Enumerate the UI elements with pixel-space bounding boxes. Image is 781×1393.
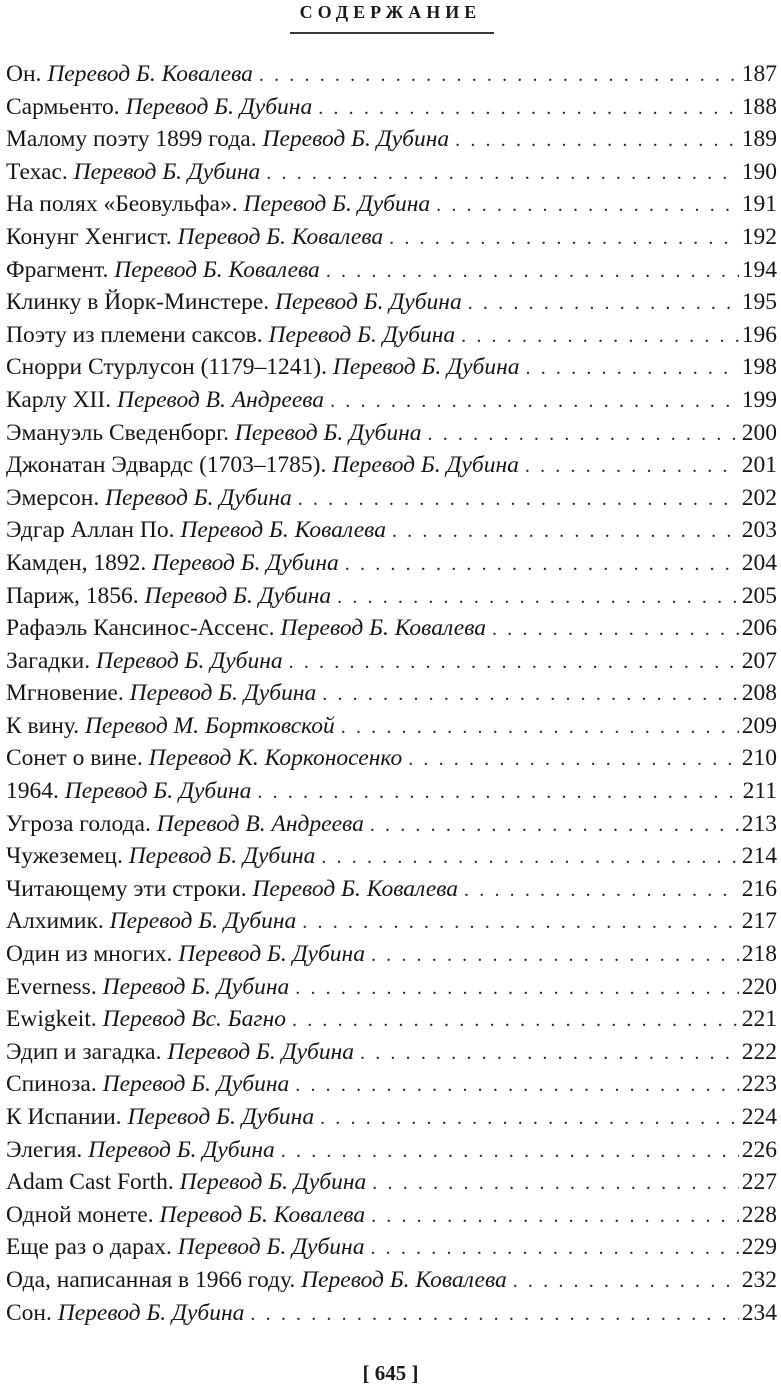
dot-leader xyxy=(259,59,739,91)
toc-entry-text xyxy=(6,710,335,743)
toc-entry-translator: Перевод Б. Дубина xyxy=(125,93,313,120)
dot-leader xyxy=(370,809,739,841)
toc-entry-translator: Перевод Б. Дубина xyxy=(105,484,292,511)
toc-entry-title: Техас. xyxy=(6,158,68,185)
toc-entry xyxy=(6,319,777,352)
toc-entry-page: 209 xyxy=(741,712,777,739)
toc-entry-page: 234 xyxy=(741,1299,777,1326)
toc-entry-text xyxy=(6,254,320,287)
toc-entry xyxy=(6,1003,777,1036)
toc-entry-page: 206 xyxy=(741,615,777,642)
toc-entry-title: 1964. xyxy=(6,778,59,805)
toc-entry xyxy=(6,449,777,482)
dot-leader xyxy=(337,581,739,613)
toc-entry xyxy=(6,938,777,971)
toc-entry-title: Карлу XII. xyxy=(6,386,112,413)
dot-leader xyxy=(250,1298,738,1330)
dot-leader xyxy=(370,1232,738,1264)
toc-entry xyxy=(6,351,777,384)
toc-entry-translator: Перевод Б. Ковалева xyxy=(177,223,384,250)
toc-entry-text xyxy=(6,645,283,678)
toc-entry-title: Одной монете. xyxy=(6,1201,154,1228)
toc-entry-text xyxy=(6,1297,244,1330)
toc-entry xyxy=(6,1036,777,1069)
toc-entry-text xyxy=(6,514,386,547)
toc-entry xyxy=(6,254,777,287)
toc-entry-page: 188 xyxy=(741,93,777,120)
toc-entry-translator: Перевод Б. Дубина xyxy=(234,419,422,446)
dot-leader xyxy=(289,646,739,678)
toc-entry-title: Угроза голода. xyxy=(6,810,151,837)
toc-entry-text xyxy=(6,580,331,613)
toc-entry-title: Один из многих. xyxy=(6,941,173,968)
dot-leader xyxy=(360,1037,739,1069)
toc-entry-text xyxy=(6,417,422,450)
toc-entry-page: 227 xyxy=(741,1169,777,1196)
toc-entry xyxy=(6,514,777,547)
toc-entry-translator: Перевод Б. Дубина xyxy=(102,1071,290,1098)
toc-entry xyxy=(6,971,777,1004)
toc-entry-title: Ода, написанная в 1966 году. xyxy=(6,1266,296,1293)
toc-entry-translator: Перевод М. Бортковской xyxy=(84,712,335,739)
toc-entry-page: 229 xyxy=(741,1234,777,1261)
dot-leader xyxy=(408,743,739,775)
toc-entry xyxy=(6,188,777,221)
toc-entry-page: 191 xyxy=(741,191,777,218)
toc-entry-title: Элегия. xyxy=(6,1136,83,1163)
toc-entry-text xyxy=(6,91,312,124)
toc-entry-title: Adam Cast Forth. xyxy=(6,1169,174,1196)
toc-entry-text xyxy=(6,840,315,873)
toc-entry-title: Рафаэль Кансинос-Ассенс. xyxy=(6,615,275,642)
page-title: СОДЕРЖАНИЕ xyxy=(299,2,482,22)
toc-entry-page: 194 xyxy=(741,256,777,283)
dot-leader xyxy=(389,222,739,254)
toc-entry-page: 211 xyxy=(742,778,777,805)
dot-leader xyxy=(257,776,739,808)
toc-entry xyxy=(6,91,777,124)
toc-entry-title: Спиноза. xyxy=(6,1071,97,1098)
toc-entry-translator: Перевод Б. Дубина xyxy=(167,1038,355,1065)
toc-entry-text xyxy=(6,188,430,221)
dot-leader xyxy=(326,255,739,287)
toc-entry-text xyxy=(6,873,458,906)
toc-entry-page: 201 xyxy=(741,452,777,479)
toc-entry-text xyxy=(6,612,486,645)
toc-entry-title: Эдип и загадка. xyxy=(6,1038,162,1065)
toc-entry xyxy=(6,1068,777,1101)
toc-entry-translator: Перевод Б. Ковалева xyxy=(47,61,253,87)
dot-leader xyxy=(468,287,739,319)
dot-leader xyxy=(526,352,739,384)
dot-leader xyxy=(322,678,739,710)
dot-leader xyxy=(428,418,739,450)
toc-entry-title: К вину. xyxy=(6,712,80,739)
toc-entry-text xyxy=(6,351,520,384)
toc-entry xyxy=(6,808,777,841)
toc-entry xyxy=(6,645,777,678)
toc-entry xyxy=(6,384,777,417)
toc-entry-title: Читающему эти строки. xyxy=(6,875,247,902)
toc-entry-text xyxy=(6,286,462,319)
toc-entry xyxy=(6,1297,777,1330)
toc-entry-translator: Перевод Б. Дубина xyxy=(178,941,365,968)
toc-entry-translator: Перевод Б. Ковалева xyxy=(114,256,320,283)
toc-entry xyxy=(6,221,777,254)
toc-entry-translator: Перевод К. Корконосенко xyxy=(148,745,403,772)
toc-entry-translator: Перевод Б. Ковалева xyxy=(252,875,459,902)
dot-leader xyxy=(298,483,739,515)
toc-entry xyxy=(6,710,777,743)
table-of-contents xyxy=(6,58,777,1329)
dot-leader xyxy=(266,157,738,189)
dot-leader xyxy=(513,1265,739,1297)
toc-entry-page: 207 xyxy=(741,647,777,674)
toc-entry xyxy=(6,417,777,450)
toc-entry xyxy=(6,1101,777,1134)
toc-entry-translator: Перевод Б. Дубина xyxy=(57,1299,245,1326)
toc-entry-page: 196 xyxy=(741,321,777,348)
toc-entry-title: Эмерсон. xyxy=(6,484,100,511)
toc-entry-page: 189 xyxy=(741,126,777,153)
toc-entry-translator: Перевод Б. Дубина xyxy=(127,1104,315,1130)
toc-entry-page: 216 xyxy=(741,875,777,902)
toc-entry-text xyxy=(6,775,251,808)
toc-entry xyxy=(6,1134,777,1167)
dot-leader xyxy=(464,874,739,906)
toc-entry-title: Сонет о вине. xyxy=(6,745,143,772)
toc-entry-text xyxy=(6,123,449,156)
toc-entry-translator: Перевод Б. Ковалева xyxy=(180,517,386,544)
toc-entry-title: Снорри Стурлусон (1179–1241). xyxy=(6,354,327,381)
toc-entry-text xyxy=(6,319,455,352)
toc-entry-translator: Перевод Б. Дубина xyxy=(332,354,520,381)
toc-entry-translator: Перевод Б. Дубина xyxy=(64,778,252,805)
toc-entry-page: 208 xyxy=(741,680,777,707)
page-number: [ 645 ] xyxy=(362,1361,419,1385)
dot-leader xyxy=(492,613,739,645)
toc-entry xyxy=(6,1199,777,1232)
toc-entry-text xyxy=(6,58,253,91)
toc-entry-title: Ewigkeit. xyxy=(6,1006,97,1033)
toc-entry xyxy=(6,1166,777,1199)
dot-leader xyxy=(392,515,739,547)
toc-entry xyxy=(6,1231,777,1264)
toc-entry-translator: Перевод Б. Дубина xyxy=(95,647,283,674)
toc-entry-translator: Перевод Вс. Багно xyxy=(102,1006,286,1033)
toc-entry-title: Поэту из племени саксов. xyxy=(6,321,263,348)
toc-entry-translator: Перевод Б. Дубина xyxy=(152,549,339,576)
toc-entry-text xyxy=(6,742,402,775)
toc-entry-translator: Перевод В. Андреева xyxy=(116,386,325,413)
toc-entry-title: Джонатан Эдвардс (1703–1785). xyxy=(6,452,327,479)
toc-entry-translator: Перевод Б. Дубина xyxy=(109,908,297,935)
toc-entry-text xyxy=(6,1231,364,1264)
dot-leader xyxy=(320,1102,739,1134)
toc-entry xyxy=(6,580,777,613)
toc-entry-page: 199 xyxy=(741,386,777,413)
toc-entry-title: Париж, 1856. xyxy=(6,582,139,609)
toc-entry-text xyxy=(6,384,324,417)
toc-entry-page: 214 xyxy=(741,843,777,870)
toc-entry xyxy=(6,286,777,319)
toc-entry-translator: Перевод Б. Ковалева xyxy=(280,615,486,642)
dot-leader xyxy=(321,841,738,873)
dot-leader xyxy=(341,711,739,743)
title-underline xyxy=(290,32,494,34)
toc-entry-text xyxy=(6,1134,275,1167)
toc-entry-text xyxy=(6,221,383,254)
toc-entry xyxy=(6,905,777,938)
toc-entry-title: Эмануэль Сведенборг. xyxy=(6,419,229,446)
toc-entry-translator: Перевод Б. Ковалева xyxy=(159,1201,366,1228)
toc-entry-text xyxy=(6,1166,366,1199)
toc-entry-page: 187 xyxy=(741,61,777,87)
toc-entry xyxy=(6,873,777,906)
toc-entry-page: 228 xyxy=(741,1201,777,1228)
toc-entry-title: На полях «Беовульфа». xyxy=(6,191,238,218)
toc-entry-translator: Перевод Б. Дубина xyxy=(129,680,317,707)
toc-entry-translator: Перевод Б. Дубина xyxy=(128,843,316,870)
toc-entry xyxy=(6,123,777,156)
toc-entry-page: 232 xyxy=(741,1266,777,1293)
dot-leader xyxy=(330,385,739,417)
toc-entry xyxy=(6,58,777,91)
toc-entry xyxy=(6,1264,777,1297)
toc-entry-title: Сармьенто. xyxy=(6,93,120,120)
toc-entry-translator: Перевод Б. Дубина xyxy=(179,1169,367,1196)
toc-entry-title: Сон. xyxy=(6,1299,52,1326)
toc-entry-translator: Перевод В. Андреева xyxy=(156,810,364,837)
dot-leader xyxy=(525,450,739,482)
dot-leader xyxy=(371,939,739,971)
toc-entry xyxy=(6,677,777,710)
dot-leader xyxy=(371,1200,739,1232)
dot-leader xyxy=(461,320,739,352)
toc-entry-text xyxy=(6,938,365,971)
toc-entry xyxy=(6,612,777,645)
dot-leader xyxy=(302,906,738,938)
toc-entry-text xyxy=(6,449,519,482)
dot-leader xyxy=(292,1004,739,1036)
toc-entry-translator: Перевод Б. Дубина xyxy=(177,1234,365,1261)
toc-entry-title: Мгновение. xyxy=(6,680,124,707)
toc-entry-page: 222 xyxy=(741,1038,777,1065)
toc-entry-text xyxy=(6,971,289,1004)
toc-entry-title: Эдгар Аллан По. xyxy=(6,517,175,544)
toc-entry-title: Он. xyxy=(6,61,42,87)
toc-entry-title: Конунг Хенгист. xyxy=(6,223,172,250)
toc-entry-page: 221 xyxy=(741,1006,777,1033)
toc-entry-page: 204 xyxy=(741,549,777,576)
toc-entry-page: 192 xyxy=(741,223,777,250)
toc-entry-page: 213 xyxy=(741,810,777,837)
toc-entry xyxy=(6,547,777,580)
dot-leader xyxy=(295,972,739,1004)
toc-entry-page: 210 xyxy=(741,745,777,772)
toc-entry-title: Фрагмент. xyxy=(6,256,109,283)
toc-entry-translator: Перевод Б. Дубина xyxy=(332,452,519,479)
toc-entry-page: 218 xyxy=(741,941,777,968)
toc-entry xyxy=(6,840,777,873)
toc-entry xyxy=(6,482,777,515)
toc-entry-title: Клинку в Йорк-Минстере. xyxy=(6,289,270,316)
toc-entry-translator: Перевод Б. Дубина xyxy=(268,321,456,348)
toc-entry-text xyxy=(6,808,364,841)
toc-entry-text xyxy=(6,1101,314,1134)
toc-entry-title: Загадки. xyxy=(6,647,91,674)
toc-entry-text xyxy=(6,1068,289,1101)
dot-leader xyxy=(372,1167,738,1199)
toc-entry-page: 205 xyxy=(741,582,777,609)
toc-entry-page: 220 xyxy=(741,973,777,1000)
toc-entry-page: 224 xyxy=(741,1104,777,1130)
toc-entry xyxy=(6,156,777,189)
dot-leader xyxy=(436,189,739,221)
toc-entry-title: К Испании. xyxy=(6,1104,122,1130)
running-head xyxy=(0,0,781,23)
dot-leader xyxy=(318,92,739,124)
dot-leader xyxy=(345,548,739,580)
dot-leader xyxy=(281,1135,739,1167)
toc-entry-translator: Перевод Б. Дубина xyxy=(144,582,332,609)
toc-entry-translator: Перевод Б. Ковалева xyxy=(301,1266,507,1293)
toc-entry-page: 203 xyxy=(741,517,777,544)
toc-entry-page: 195 xyxy=(741,289,777,316)
toc-entry xyxy=(6,775,777,808)
toc-entry-translator: Перевод Б. Дубина xyxy=(243,191,431,218)
dot-leader xyxy=(455,124,739,156)
toc-entry-page: 217 xyxy=(741,908,777,935)
toc-entry-text xyxy=(6,1036,354,1069)
toc-entry-text xyxy=(6,1003,286,1036)
toc-entry-text xyxy=(6,156,260,189)
toc-entry-title: Камден, 1892. xyxy=(6,549,147,576)
toc-entry-page: 190 xyxy=(741,158,777,185)
toc-entry-translator: Перевод Б. Дубина xyxy=(262,126,450,153)
toc-entry-text xyxy=(6,1264,507,1297)
toc-entry-title: Еще раз о дарах. xyxy=(6,1234,172,1261)
toc-entry-title: Малому поэту 1899 года. xyxy=(6,126,257,153)
toc-entry-page: 226 xyxy=(741,1136,777,1163)
toc-entry-title: Чужеземец. xyxy=(6,843,123,870)
toc-entry-translator: Перевод Б. Дубина xyxy=(73,158,261,185)
toc-entry-page: 198 xyxy=(741,354,777,381)
toc-entry-page: 223 xyxy=(741,1071,777,1098)
toc-entry-text xyxy=(6,482,292,515)
toc-entry-title: Алхимик. xyxy=(6,908,104,935)
toc-entry-translator: Перевод Б. Дубина xyxy=(275,289,462,316)
toc-entry-page: 202 xyxy=(741,484,777,511)
toc-entry xyxy=(6,742,777,775)
toc-entry-text xyxy=(6,677,316,710)
toc-entry-text xyxy=(6,547,339,580)
dot-leader xyxy=(295,1069,738,1101)
toc-entry-translator: Перевод Б. Дубина xyxy=(88,1136,275,1163)
toc-entry-title: Everness. xyxy=(6,973,97,1000)
toc-entry-text xyxy=(6,905,296,938)
toc-entry-translator: Перевод Б. Дубина xyxy=(102,973,290,1000)
toc-entry-page: 200 xyxy=(741,419,777,446)
toc-entry-text xyxy=(6,1199,365,1232)
